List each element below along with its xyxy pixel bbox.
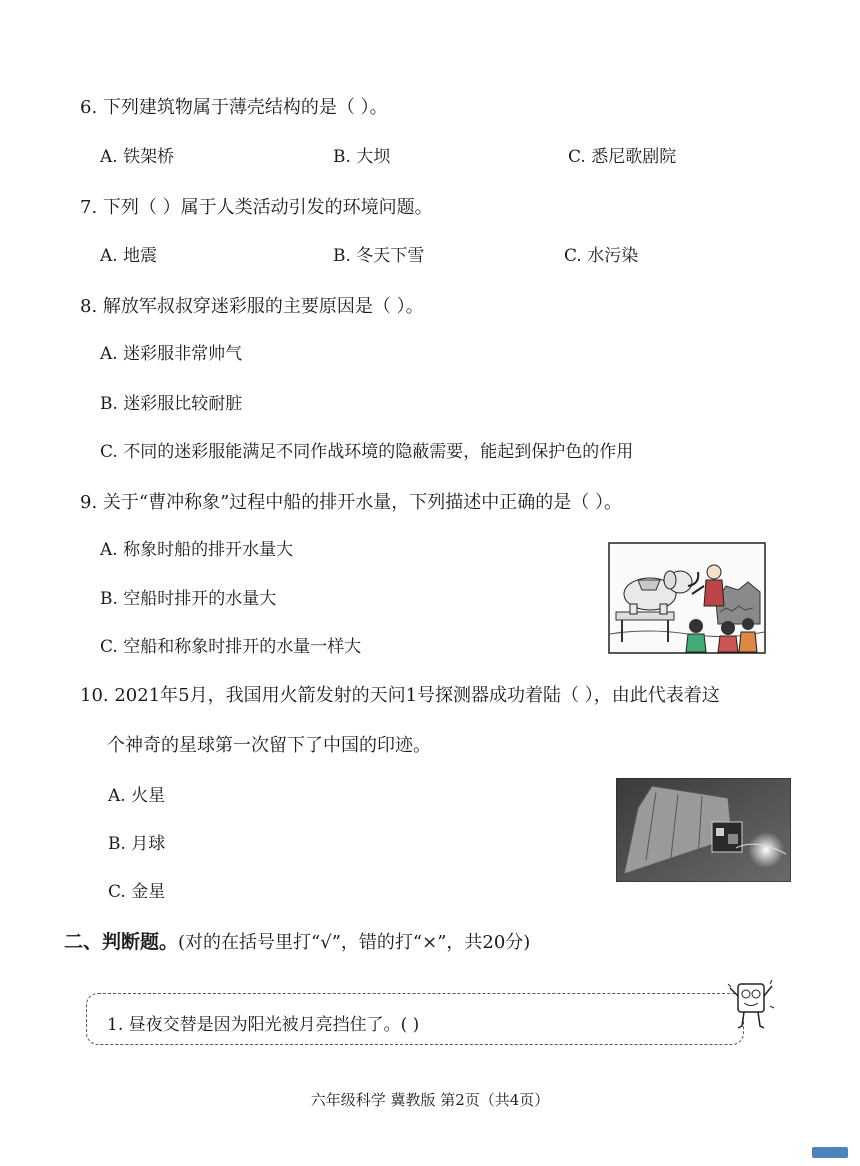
watermark-logo-icon	[812, 1147, 848, 1158]
page-footer: 六年级科学 冀教版 第2页（共4页）	[310, 1091, 550, 1109]
section-2-title: 二、判断题。	[64, 931, 179, 953]
question-6-option-a: A. 铁架桥	[100, 147, 175, 167]
mars-rover-photo	[616, 778, 791, 882]
section-2-instructions: (对的在括号里打“√”，错的打“×”，共20分)	[178, 932, 531, 953]
question-9-option-a: A. 称象时船的排开水量大	[100, 540, 294, 560]
question-7-stem: 7. 下列（ ）属于人类活动引发的环境问题。	[80, 197, 433, 218]
question-9-option-b: B. 空船时排开的水量大	[100, 589, 277, 609]
question-9-option-c: C. 空船和称象时排开的水量一样大	[100, 637, 362, 657]
question-7-option-a: A. 地震	[100, 246, 158, 266]
question-10-option-a: A. 火星	[108, 786, 166, 806]
question-8-option-b: B. 迷彩服比较耐脏	[100, 394, 243, 414]
section-2-heading	[64, 933, 530, 952]
question-10-stem-continued: 个神奇的星球第一次留下了中国的印迹。	[107, 735, 431, 756]
question-6-option-c: C. 悉尼歌剧院	[568, 147, 677, 167]
question-10-option-c: C. 金星	[108, 882, 166, 902]
judgement-question-1: 1. 昼夜交替是因为阳光被月亮挡住了。( )	[107, 1015, 420, 1035]
question-10-option-b: B. 月球	[108, 834, 166, 854]
question-6-stem: 6. 下列建筑物属于薄壳结构的是（ ）。	[80, 97, 388, 118]
cartoon-sponge-icon	[726, 976, 776, 1032]
judgement-question-box	[86, 993, 744, 1045]
question-7-option-c: C. 水污染	[564, 246, 639, 266]
question-10-stem: 10. 2021年5月，我国用火箭发射的天问1号探测器成功着陆（ ），由此代表着这	[80, 685, 720, 706]
question-8-option-a: A. 迷彩服非常帅气	[100, 344, 243, 364]
cao-chong-elephant-illustration	[608, 542, 766, 654]
question-6-option-b: B. 大坝	[333, 147, 391, 167]
question-8-option-c: C. 不同的迷彩服能满足不同作战环境的隐蔽需要，能起到保护色的作用	[100, 442, 634, 462]
question-7-option-b: B. 冬天下雪	[333, 246, 425, 266]
question-8-stem: 8. 解放军叔叔穿迷彩服的主要原因是（ ）。	[80, 296, 424, 317]
question-9-stem: 9. 关于“曹冲称象”过程中船的排开水量，下列描述中正确的是（ ）。	[80, 492, 623, 513]
